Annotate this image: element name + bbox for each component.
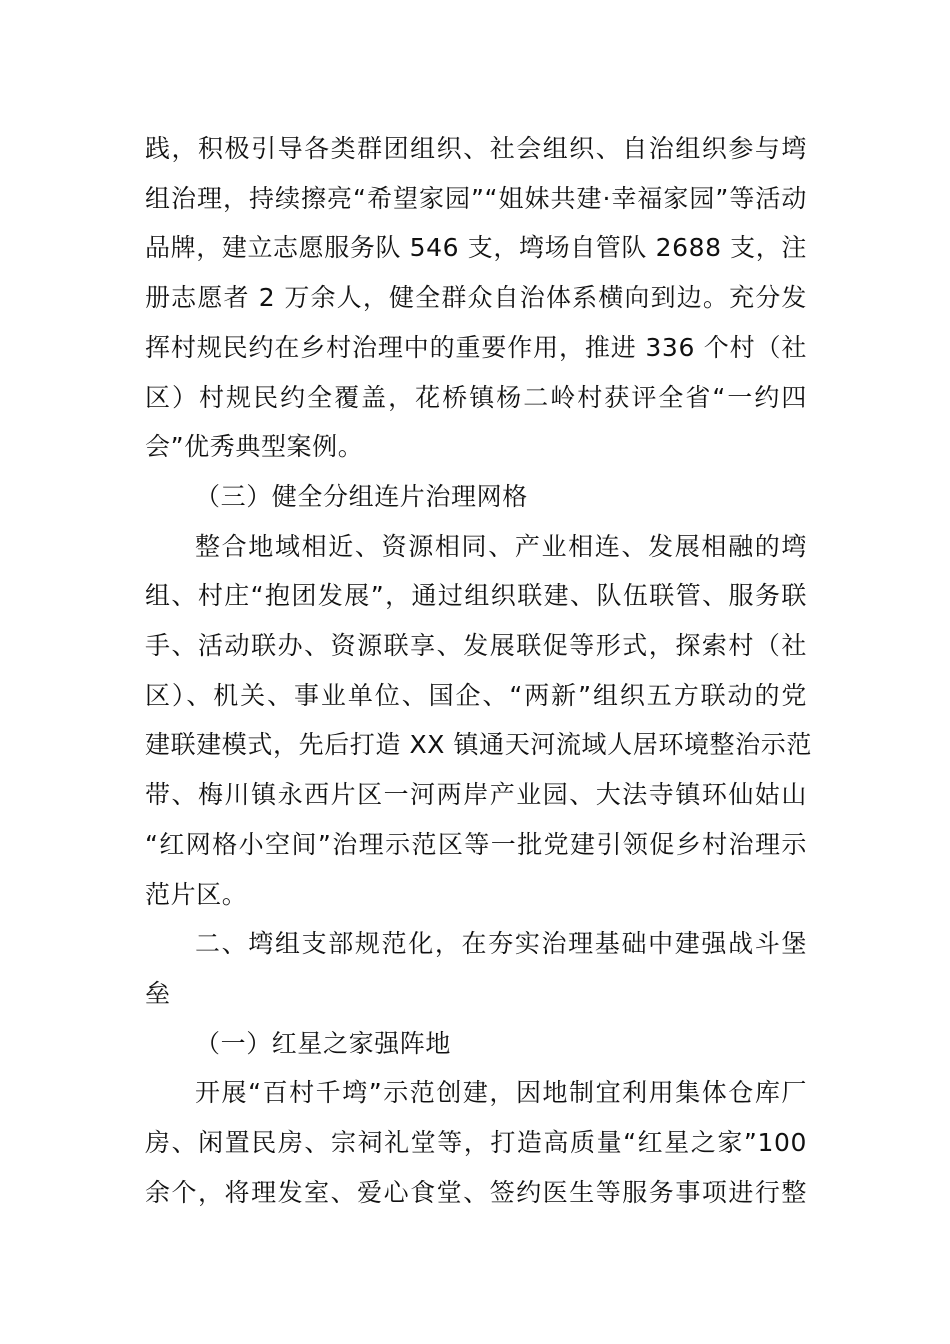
text-line: 会”优秀典型案例。 (145, 432, 364, 462)
text-line: 建联建模式，先后打造 XX 镇通天河流域人居环境整治示范 (145, 730, 812, 760)
text-line: 组治理，持续擦亮“希望家园”“姐妹共建·幸福家园”等活动 (145, 183, 807, 213)
text-line: 开展“百村千塆”示范创建，因地制宜利用集体仓库厂 (195, 1078, 807, 1108)
section-heading-branch-standardization (145, 919, 807, 1018)
text-line: 品牌，建立志愿服务队 546 支，塆场自管队 2688 支，注 (145, 233, 807, 263)
text-line: 范片区。 (145, 879, 248, 909)
text-line: 手、活动联办、资源联享、发展联促等形式，探索村（社 (145, 631, 807, 661)
text-line: 房、闲置民房、宗祠礼堂等，打造高质量“红星之家”100 (145, 1128, 807, 1158)
document-body (145, 124, 812, 1217)
paragraph-joint-development (145, 522, 812, 920)
text-line: 册志愿者 2 万余人，健全群众自治体系横向到边。充分发 (145, 283, 807, 313)
text-line: 挥村规民约在乡村治理中的重要作用，推进 336 个村（社 (145, 332, 807, 362)
paragraph-demonstration-creation (145, 1068, 807, 1217)
paragraph-volunteer-services (145, 124, 807, 472)
text-line: “红网格小空间”治理示范区等一批党建引领促乡村治理示 (145, 829, 807, 859)
text-line: 组、村庄“抱团发展”，通过组织联建、队伍联管、服务联 (145, 581, 807, 611)
section-heading-red-star-home (145, 1019, 807, 1069)
text-line: 余个，将理发室、爱心食堂、签约医生等服务事项进行整 (145, 1177, 807, 1207)
heading-line: 垒 (145, 978, 171, 1008)
section-heading-governance-grid (145, 472, 807, 522)
heading-line: （一）红星之家强阵地 (195, 1028, 452, 1058)
text-line: 践，积极引导各类群团组织、社会组织、自治组织参与塆 (145, 134, 807, 163)
text-line: 整合地域相近、资源相同、产业相连、发展相融的塆 (195, 531, 807, 561)
heading-line: （三）健全分组连片治理网格 (195, 481, 528, 511)
heading-line: 二、塆组支部规范化，在夯实治理基础中建强战斗堡 (195, 929, 807, 959)
text-line: 区）、机关、事业单位、国企、“两新”组织五方联动的党 (145, 680, 807, 710)
text-line: 区）村规民约全覆盖，花桥镇杨二岭村获评全省“一约四 (145, 382, 807, 412)
text-line: 带、梅川镇永西片区一河两岸产业园、大法寺镇环仙姑山 (145, 780, 807, 810)
